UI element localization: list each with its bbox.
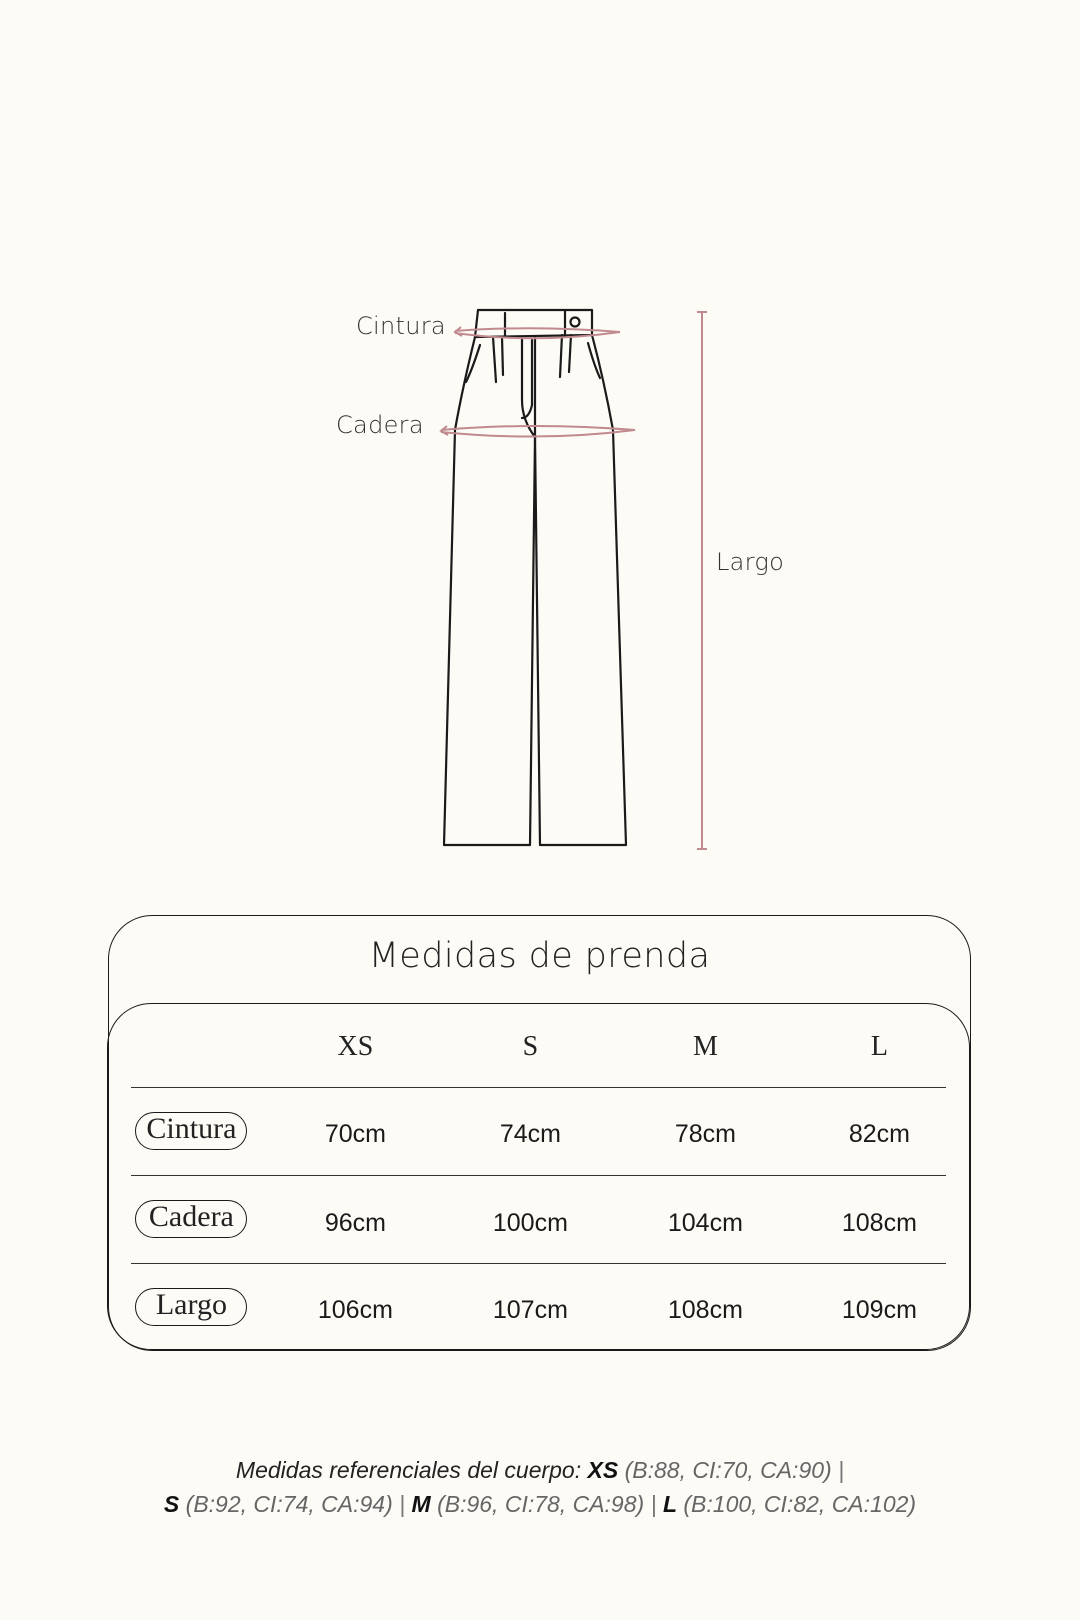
- waist-label: Cintura: [356, 312, 446, 340]
- row-label-length: Largo: [135, 1288, 247, 1326]
- waist-button: [571, 318, 580, 327]
- note-detail-l: (B:100, CI:82, CA:102): [683, 1491, 917, 1517]
- row-label-waist: Cintura: [135, 1112, 247, 1150]
- table-cell: 70cm: [324, 1120, 386, 1148]
- note-separator: |: [838, 1457, 845, 1483]
- pleat-left: [493, 337, 503, 382]
- note-size-s: S: [163, 1491, 180, 1517]
- note-size-m: M: [411, 1491, 431, 1517]
- note-detail-s: (B:92, CI:74, CA:94): [185, 1491, 393, 1517]
- waistband-inner: [505, 311, 565, 336]
- note-prefix: Medidas referenciales del cuerpo: [235, 1457, 575, 1483]
- table-cell: 108cm: [667, 1296, 743, 1324]
- length-label: Largo: [716, 548, 785, 576]
- row-divider: [131, 1175, 946, 1176]
- waistband: [475, 310, 592, 337]
- table-cell: 96cm: [324, 1209, 386, 1237]
- table-cell: 74cm: [499, 1120, 561, 1148]
- pleat-right: [560, 335, 571, 377]
- size-header-l: L: [870, 1031, 888, 1062]
- table-title: Medidas de prenda: [368, 936, 711, 976]
- left-leg-outline: [444, 337, 535, 845]
- note-size-xs: XS: [587, 1457, 619, 1483]
- note-separator: |: [399, 1491, 406, 1517]
- table-cell: 104cm: [667, 1209, 743, 1237]
- table-cell: 82cm: [848, 1120, 910, 1148]
- note-detail-xs: (B:88, CI:70, CA:90): [624, 1457, 832, 1483]
- size-header-m: M: [692, 1031, 718, 1062]
- row-divider: [131, 1087, 946, 1088]
- row-divider: [131, 1263, 946, 1264]
- reference-note: [0, 1453, 1080, 1521]
- table-cell: 106cm: [317, 1296, 393, 1324]
- note-size-l: L: [662, 1491, 677, 1517]
- hip-label: Cadera: [336, 411, 424, 439]
- table-cell: 108cm: [841, 1209, 917, 1237]
- hip-arc: [441, 426, 635, 437]
- table-cell: 109cm: [841, 1296, 917, 1324]
- note-detail-m: (B:96, CI:78, CA:98): [437, 1491, 645, 1517]
- table-cell: 107cm: [492, 1296, 568, 1324]
- note-separator: |: [650, 1491, 657, 1517]
- table-cell: 78cm: [674, 1120, 736, 1148]
- size-table-card: [108, 915, 971, 1351]
- size-header-s: S: [522, 1031, 539, 1062]
- row-label-hip: Cadera: [135, 1200, 247, 1238]
- table-cell: 100cm: [492, 1209, 568, 1237]
- measure-guides: [441, 312, 707, 849]
- size-table: [107, 1003, 970, 1350]
- size-header-xs: XS: [337, 1031, 374, 1062]
- note-colon: :: [574, 1457, 582, 1483]
- right-leg-outline: [535, 335, 626, 845]
- fly-stitch: [522, 340, 532, 418]
- pants-outline: [444, 310, 626, 845]
